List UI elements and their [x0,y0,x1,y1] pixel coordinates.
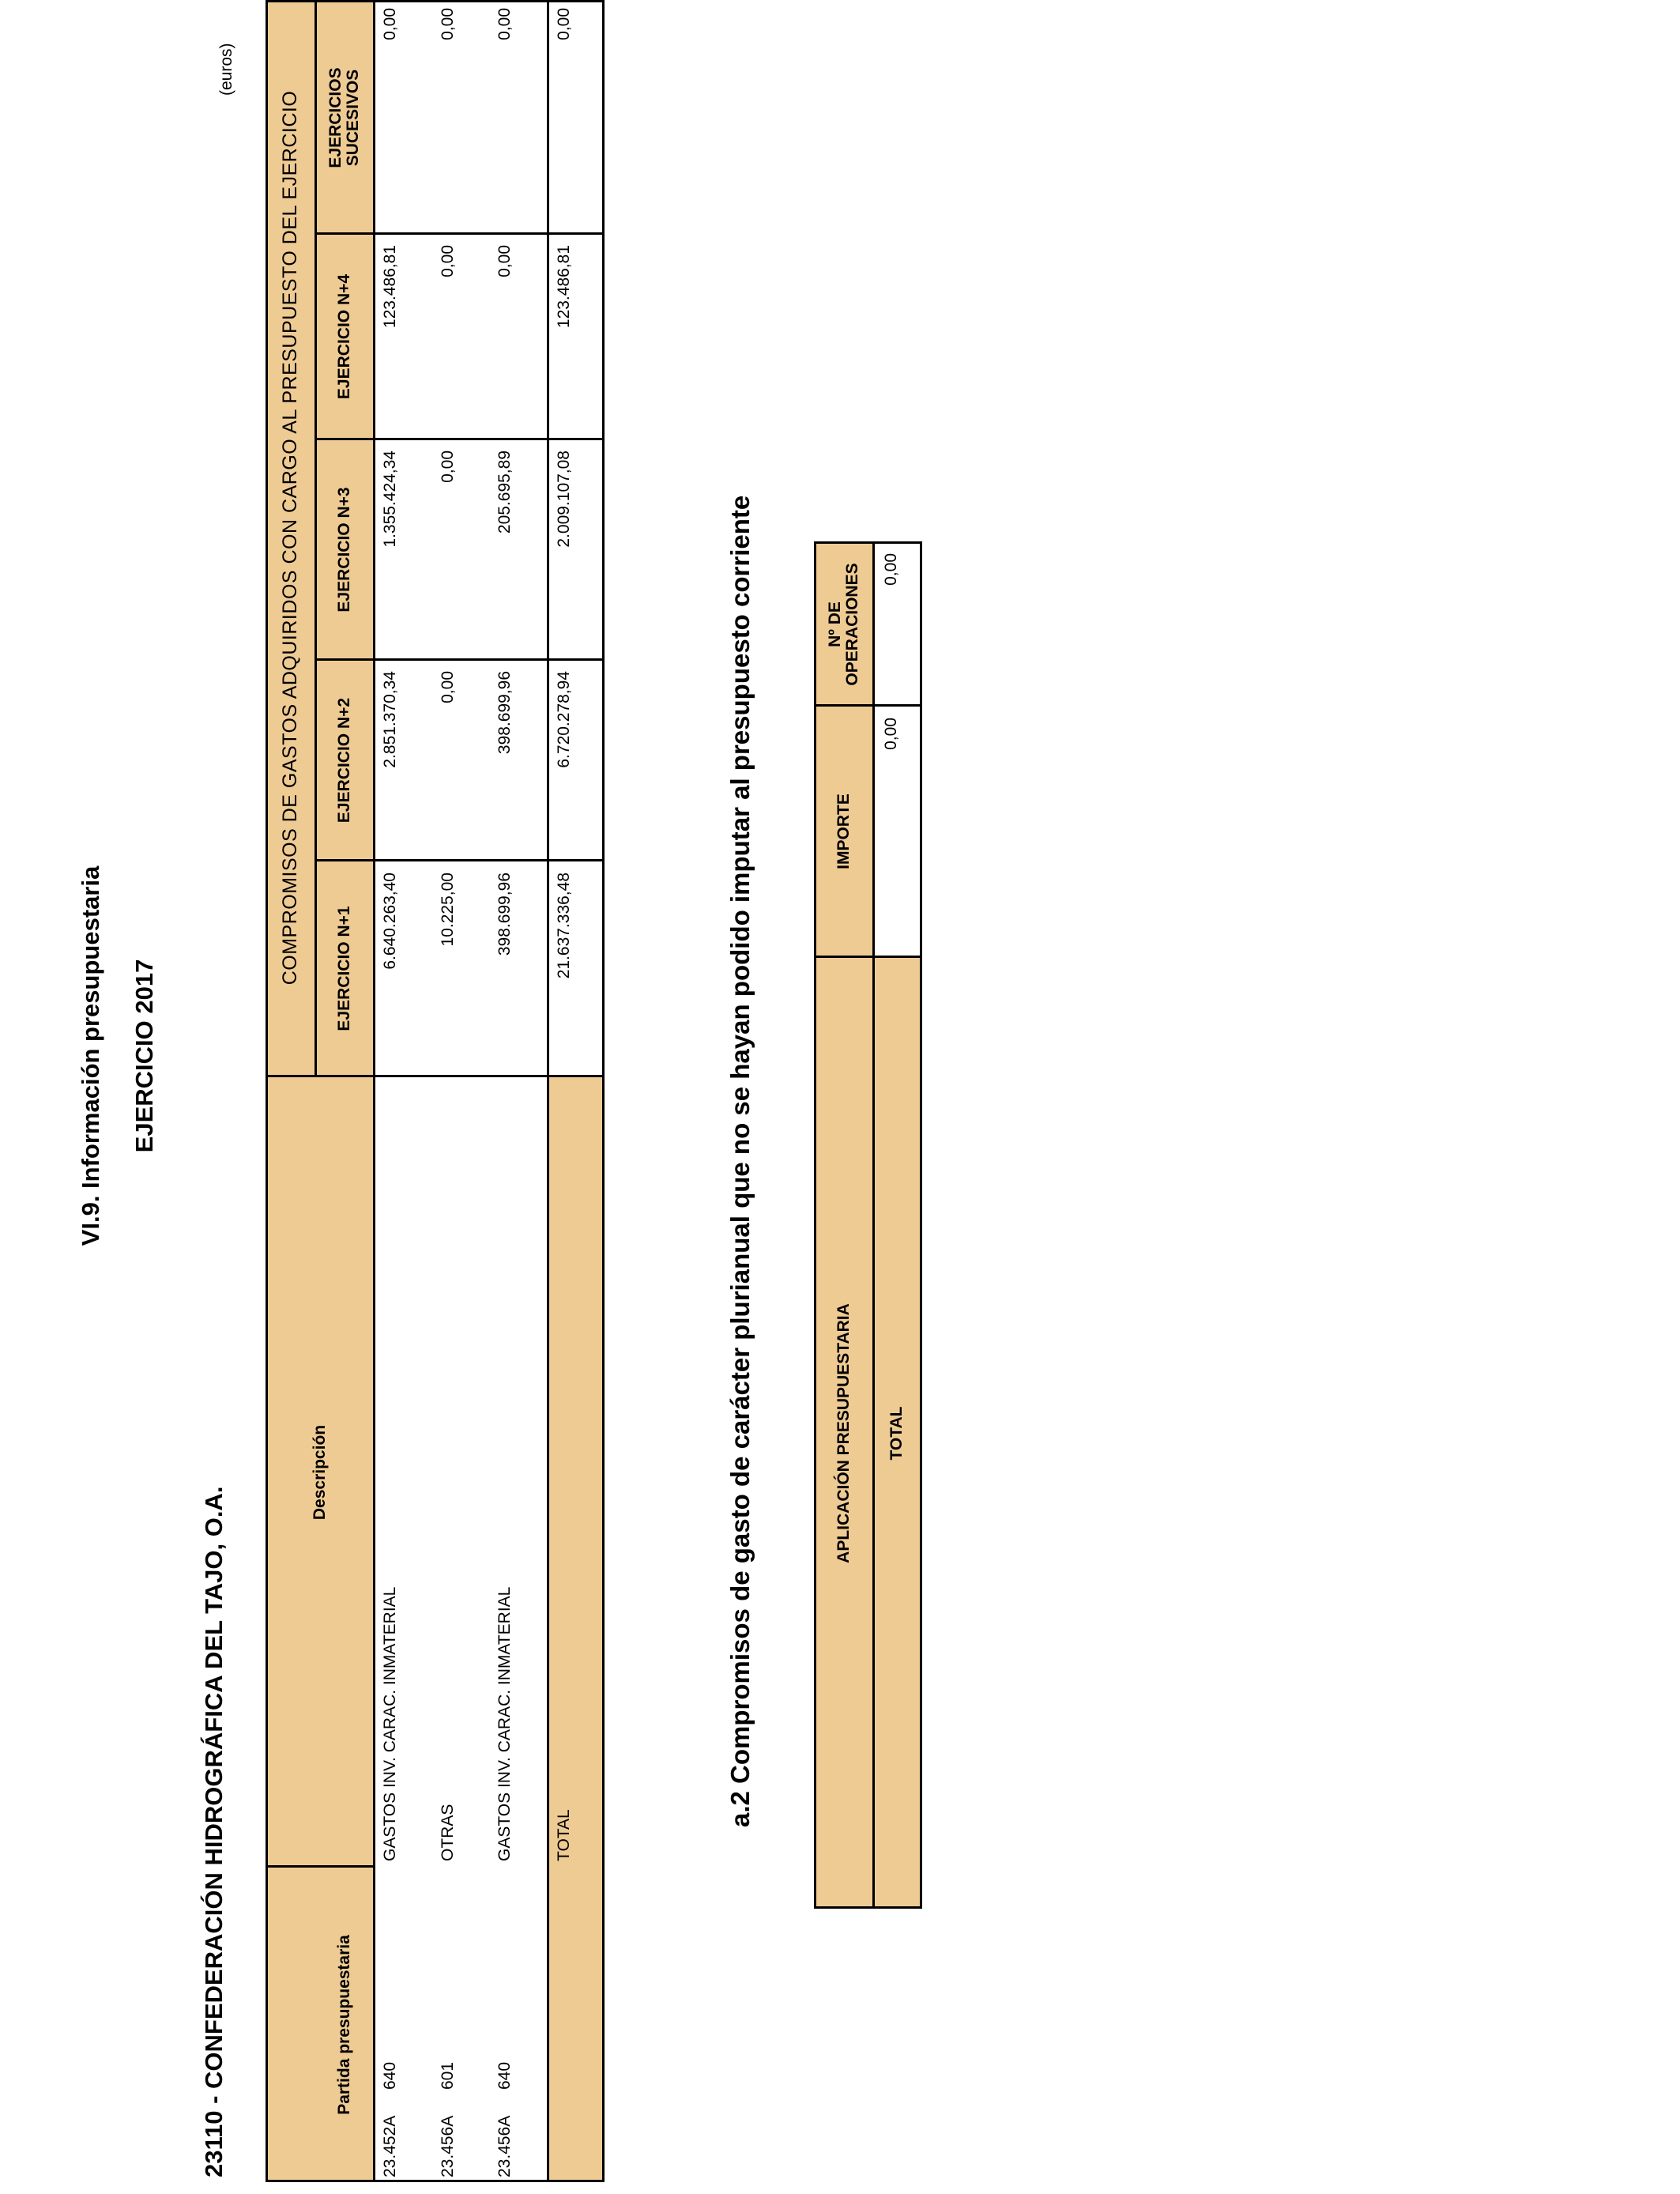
total-n4: 123.486,81 [555,245,573,329]
units-label: (euros) [217,43,235,96]
row-n1: 10.225,00 [439,873,457,947]
row-n2: 0,00 [439,671,457,703]
row-n2: 2.851.370,34 [381,671,399,768]
total-sucesivos: 0,00 [555,8,573,40]
total-n3: 2.009.107,08 [555,450,573,548]
col-header-aplicacion: APLICACIÓN PRESUPUESTARIA [834,1303,853,1563]
col-header-partida: Partida presupuestaria [334,1935,353,2115]
row-descripcion: GASTOS INV. CARAC. INMATERIAL [381,1586,399,1861]
col-header-n1: EJERCICIO N+1 [334,906,353,1031]
row-n4: 0,00 [439,245,457,277]
row-concepto: 601 [439,2061,457,2090]
row-programa: 23.456A [439,2115,457,2177]
total-n2: 6.720.278,94 [555,671,573,768]
table2-total-operaciones: 0,00 [882,553,900,586]
row-n3: 205.695,89 [495,450,514,534]
row-descripcion: GASTOS INV. CARAC. INMATERIAL [495,1586,514,1861]
col-header-operaciones: Nº DE OPERACIONES [825,563,861,686]
col-header-descripcion: Descripción [310,1424,329,1521]
row-n3: 0,00 [439,450,457,483]
grid-line [602,0,605,2182]
row-sucesivos: 0,00 [381,8,399,40]
table2-total-importe: 0,00 [882,718,900,750]
row-n2: 398.699,96 [495,671,514,755]
row-sucesivos: 0,00 [495,8,514,40]
row-n4: 123.486,81 [381,245,399,329]
page-title: VI.9. Información presupuestaria [77,865,104,1246]
row-concepto: 640 [495,2061,514,2090]
col-header-sucesivos-line1: EJERCICIOS [326,67,345,168]
fiscal-year-title: EJERCICIO 2017 [130,959,158,1153]
total-n1: 21.637.336,48 [555,873,573,979]
row-programa: 23.452A [381,2115,399,2177]
col-header-sucesivos-line2: SUCESIVOS [344,69,362,167]
section-a2-heading: a.2 Compromisos de gasto de carácter plurianual que no se hayan podido imputar al presupuesto corriente [725,495,755,1827]
col-header-n4: EJERCICIO N+4 [334,273,353,400]
table1-total-label-bg [548,1076,604,2182]
total-label: TOTAL [555,1809,573,1861]
row-n3: 1.355.424,34 [381,450,399,548]
col-header-n2: EJERCICIO N+2 [334,697,353,824]
entity-title: 23110 - CONFEDERACIÓN HIDROGRÁFICA DEL TAJO, O.A. [200,1486,228,2177]
col-header-importe: IMPORTE [834,794,853,869]
row-concepto: 640 [381,2061,399,2090]
row-n4: 0,00 [495,245,514,277]
col-header-n3: EJERCICIO N+3 [334,487,353,613]
row-n1: 398.699,96 [495,873,514,956]
row-descripcion: OTRAS [439,1804,457,1861]
grid-line [547,0,549,2182]
col-header-sucesivos [315,2,375,233]
row-n1: 6.640.263,40 [381,873,399,970]
table2-total-label: TOTAL [887,1406,906,1461]
grid-line [920,541,922,1909]
row-programa: 23.456A [495,2115,514,2177]
row-sucesivos: 0,00 [439,8,457,40]
table1-group-header: COMPROMISOS DE GASTOS ADQUIRIDOS CON CARGO AL PRESUPUESTO DEL EJERCICIO [278,90,301,986]
